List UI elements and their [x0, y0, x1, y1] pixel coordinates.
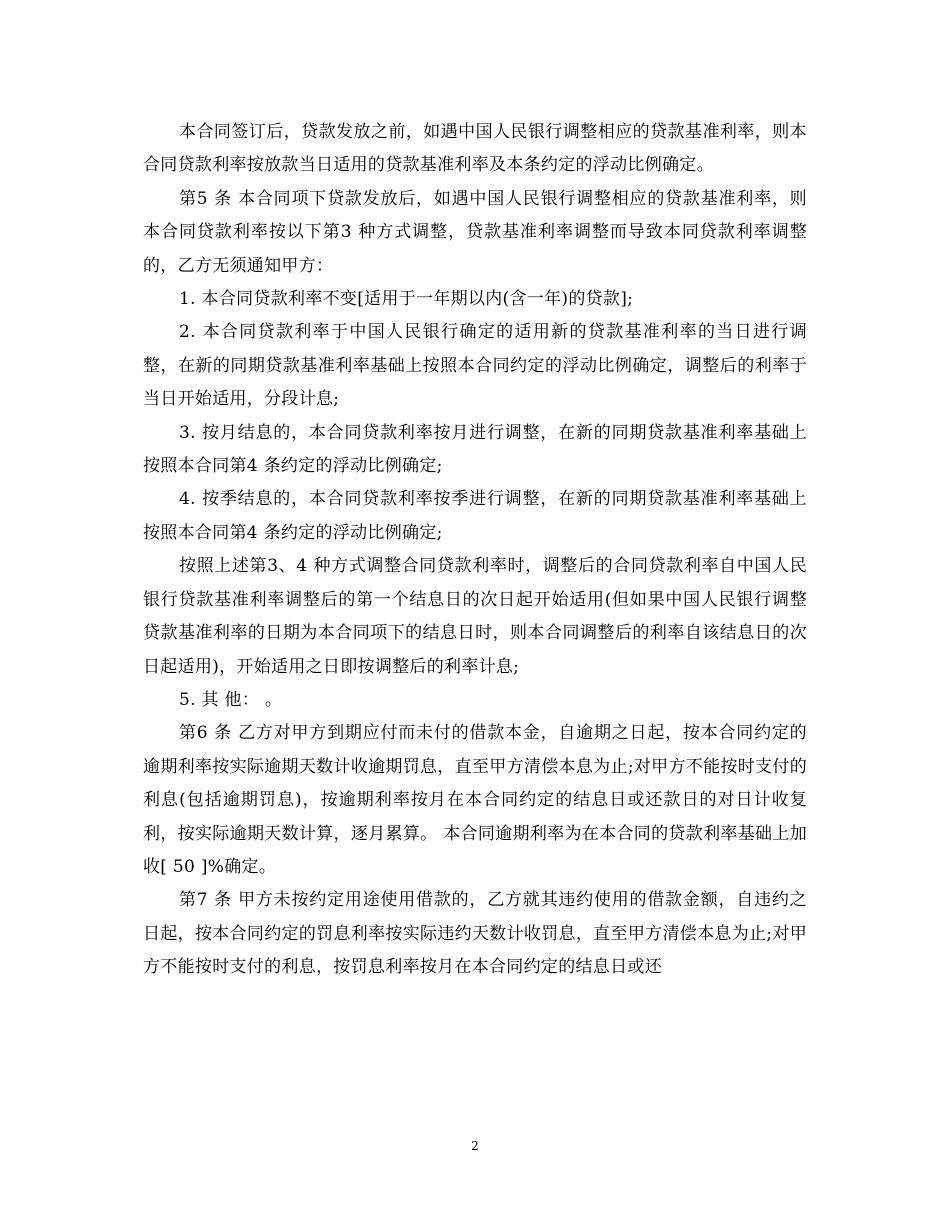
paragraph-6: 4. 按季结息的，本合同贷款利率按季进行调整，在新的同期贷款基准利率基础上按照本合同第4 条约定的浮动比例确定;: [143, 489, 807, 543]
paragraph-3: 1. 本合同贷款利率不变[适用于一年期以内(含一年)的贷款];: [179, 289, 634, 310]
paragraph-4: 2. 本合同贷款利率于中国人民银行确定的适用新的贷款基准利率的当日进行调整，在新的同期贷款基准利率基础上按照本合同约定的浮动比例确定，调整后的利率于当日开始适用，分段计息;: [143, 322, 807, 410]
paragraph-10: 第7 条 甲方未按约定用途使用借款的，乙方就其违约使用的借款金额，自违约之日起，按本合同约定的罚息利率按实际违约天数计收罚息，直至甲方清偿本息为止;对甲方不能按时支付的利息，按罚息利率按月在本合同约定的结息日或还: [143, 890, 807, 978]
paragraph-5: 3. 按月结息的，本合同贷款利率按月进行调整，在新的同期贷款基准利率基础上按照本合同第4 条约定的浮动比例确定;: [143, 422, 807, 477]
paragraph-1: 本合同签订后，贷款发放之前，如遇中国人民银行调整相应的贷款基准利率，则本合同贷款利率按放款当日适用的贷款基准利率及本条约定的浮动比例确定。: [143, 122, 807, 176]
paragraph-9: 第6 条 乙方对甲方到期应付而未付的借款本金，自逾期之日起，按本合同约定的逾期利率按实际逾期天数计收逾期罚息，直至甲方清偿本息为止;对甲方不能按时支付的利息(包括逾期罚息)，按逾期利率按月在本合同约定的结息日或还款日的对日计收复利，按实际逾期天数计算，逐月累算。 本合同逾期利率为在本合同的贷款利率基础上加收[ 50 ]%确定。: [143, 723, 807, 877]
document-body: [143, 116, 807, 985]
paragraph-7: 按照上述第3、4 种方式调整合同贷款利率时，调整后的合同贷款利率自中国人民银行贷款基准利率调整后的第一个结息日的次日起开始适用(但如果中国人民银行调整贷款基准利率的日期为本合同项下的结息日时，则本合同调整后的利率自该结息日的次日起适用)，开始适用之日即按调整后的利率计息;: [143, 556, 807, 677]
page-number: 2: [471, 1139, 479, 1153]
paragraph-8: 5. 其 他： 。: [179, 689, 283, 710]
paragraph-2: 第5 条 本合同项下贷款发放后，如遇中国人民银行调整相应的贷款基准利率，则本合同贷款利率按以下第3 种方式调整，贷款基准利率调整而导致本同贷款利率调整的，乙方无须通知甲方：: [143, 188, 807, 276]
